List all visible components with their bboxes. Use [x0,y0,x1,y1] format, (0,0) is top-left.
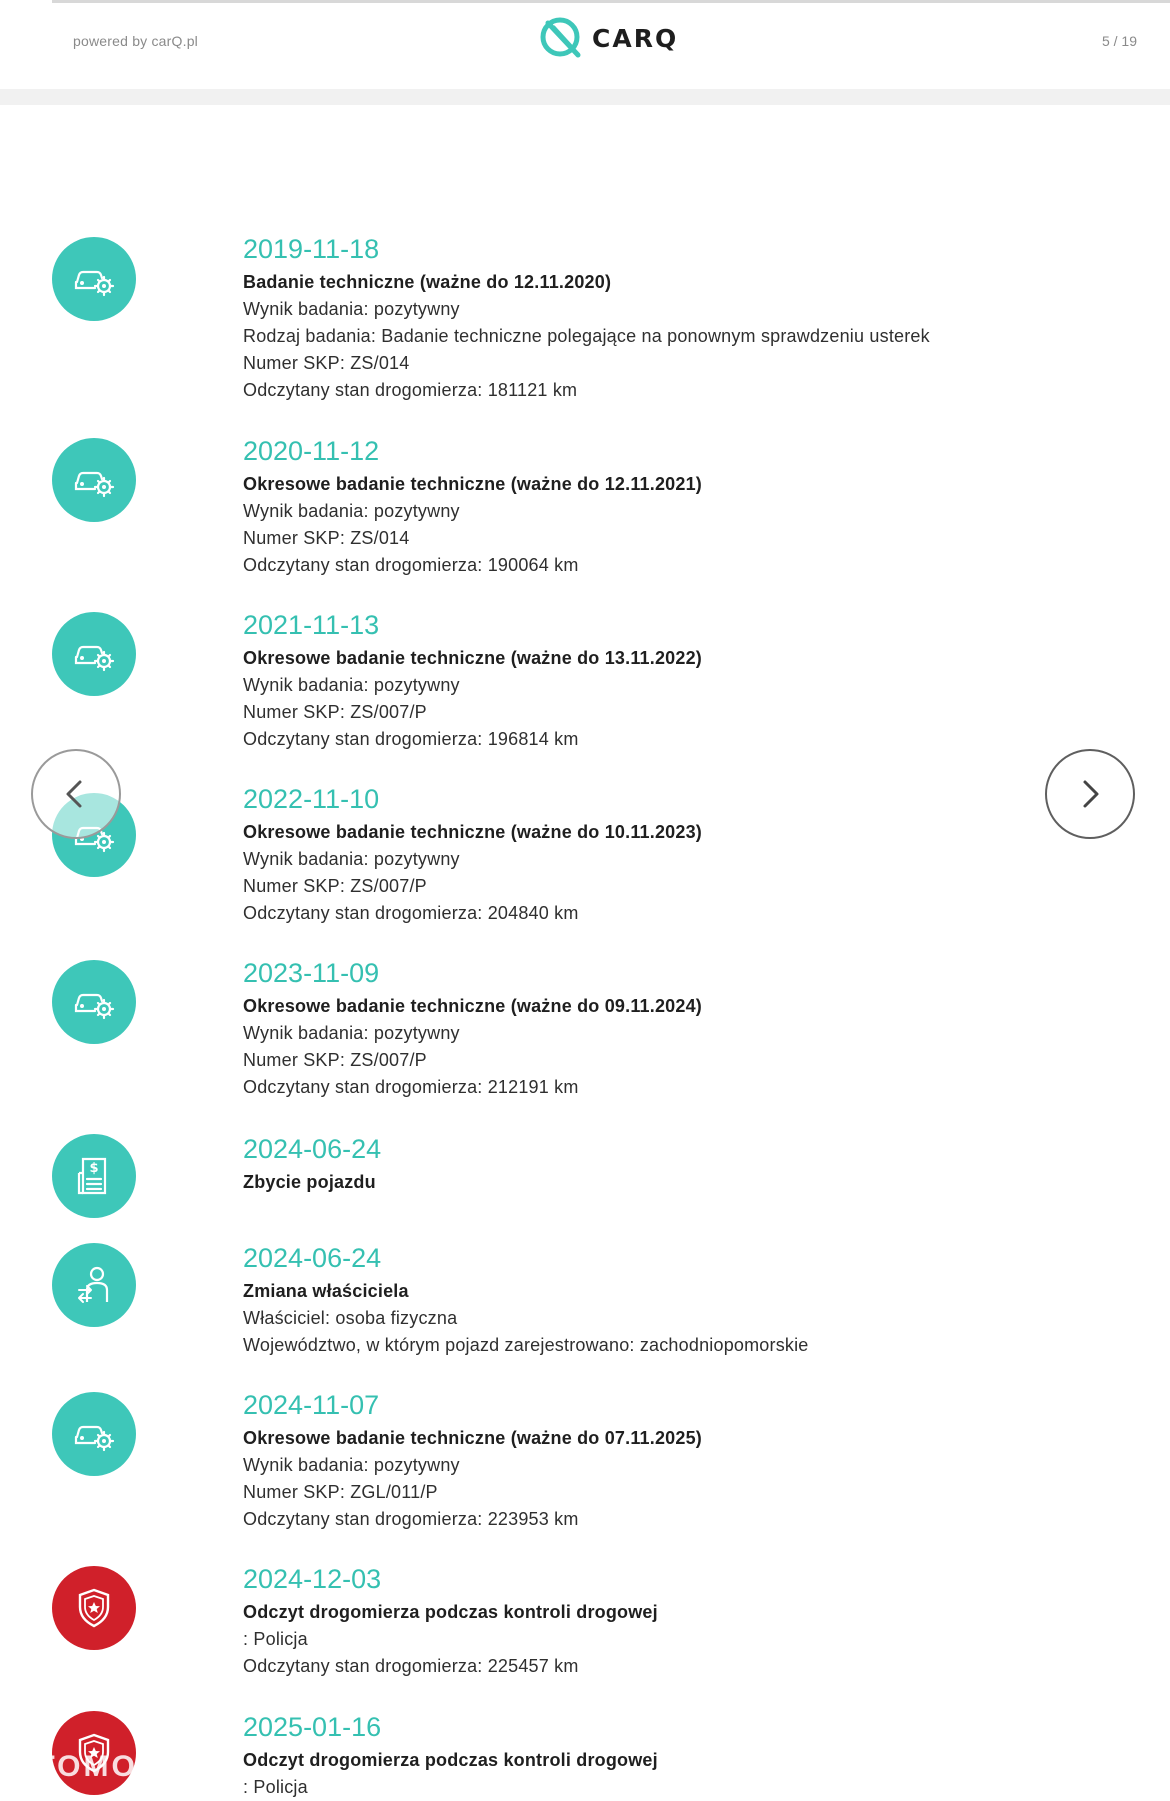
watermark: OTOMOTO [10,1750,185,1783]
report-header [0,3,1170,89]
previous-page-button[interactable] [31,749,121,839]
entry-title: Okresowe badanie techniczne (ważne do 09.11.2024) [243,996,702,1016]
entry-content [243,609,702,753]
car-gear-icon [52,612,136,696]
chevron-right-icon [1072,776,1108,812]
entry-date: 2024-06-24 [243,1134,382,1164]
entry-title: Okresowe badanie techniczne (ważne do 10.11.2023) [243,822,702,842]
chevron-left-icon [58,776,94,812]
carq-logo [538,15,678,61]
entry-content [243,1563,658,1680]
entry-detail: Odczytany stan drogomierza: 225457 km [243,1656,579,1676]
entry-detail: Odczytany stan drogomierza: 204840 km [243,903,579,923]
entry-date: 2019-11-18 [243,234,380,264]
entry-date: 2024-12-03 [243,1564,382,1594]
entry-content [243,233,930,404]
entry-title: Okresowe badanie techniczne (ważne do 12.11.2021) [243,474,702,494]
entry-detail: Numer SKP: ZS/014 [243,528,410,548]
powered-by-label: powered by carQ.pl [73,33,198,49]
entry-detail: Wynik badania: pozytywny [243,1455,460,1475]
car-gear-icon [52,960,136,1044]
entry-content [243,1389,702,1533]
entry-detail: Numer SKP: ZS/007/P [243,876,427,896]
entry-detail: Odczytany stan drogomierza: 181121 km [243,380,578,400]
entry-date: 2020-11-12 [243,436,380,466]
entry-title: Zbycie pojazdu [243,1172,376,1192]
entry-detail: Właściciel: osoba fizyczna [243,1308,458,1328]
car-gear-icon [52,1392,136,1476]
entry-detail: Numer SKP: ZS/007/P [243,1050,427,1070]
entry-detail: Wynik badania: pozytywny [243,675,460,695]
entry-title: Zmiana właściciela [243,1281,409,1301]
entry-title: Odczyt drogomierza podczas kontroli drogowej [243,1750,658,1770]
car-gear-icon [52,438,136,522]
entry-detail: : Policja [243,1777,308,1797]
entry-detail: Numer SKP: ZS/007/P [243,702,427,722]
entry-detail: Województwo, w którym pojazd zarejestrowano: zachodniopomorskie [243,1335,809,1355]
entry-detail: Odczytany stan drogomierza: 190064 km [243,555,579,575]
entry-title: Odczyt drogomierza podczas kontroli drogowej [243,1602,658,1622]
entry-detail: Numer SKP: ZS/014 [243,353,410,373]
entry-detail: Wynik badania: pozytywny [243,299,460,319]
entry-detail: Wynik badania: pozytywny [243,1023,460,1043]
entry-date: 2022-11-10 [243,784,380,814]
invoice-dollar-icon [52,1134,136,1218]
entry-detail: : Policja [243,1629,308,1649]
logo-text: CARQ [592,23,679,53]
entry-date: 2024-11-07 [243,1390,380,1420]
svg-text:$: $ [89,1161,99,1176]
entry-title: Badanie techniczne (ważne do 12.11.2020) [243,272,612,292]
entry-detail: Wynik badania: pozytywny [243,501,460,521]
car-gear-icon [52,237,136,321]
entry-detail: Odczytany stan drogomierza: 212191 km [243,1077,579,1097]
entry-detail: Wynik badania: pozytywny [243,849,460,869]
entry-date: 2025-01-16 [243,1712,382,1742]
page-indicator: 5 / 19 [1101,33,1137,49]
entry-date: 2023-11-09 [243,958,380,988]
next-page-button[interactable] [1045,749,1135,839]
entry-detail: Odczytany stan drogomierza: 196814 km [243,729,579,749]
carq-logo-icon [538,15,586,61]
entry-detail: Odczytany stan drogomierza: 223953 km [243,1509,579,1529]
entry-content [243,957,702,1101]
owner-change-icon [52,1243,136,1327]
entry-date: 2024-06-24 [243,1243,382,1273]
entry-date: 2021-11-13 [243,610,380,640]
header-band [0,89,1170,105]
entry-detail: Numer SKP: ZGL/011/P [243,1482,438,1502]
entry-content [243,1242,809,1359]
police-badge-icon [52,1566,136,1650]
entry-title: Okresowe badanie techniczne (ważne do 07.11.2025) [243,1428,702,1448]
entry-detail: Rodzaj badania: Badanie techniczne polegające na ponownym sprawdzeniu usterek [243,326,930,346]
entry-title: Okresowe badanie techniczne (ważne do 13.11.2022) [243,648,702,668]
entry-content [243,783,702,927]
entry-content [243,435,702,579]
entry-content [243,1133,381,1196]
